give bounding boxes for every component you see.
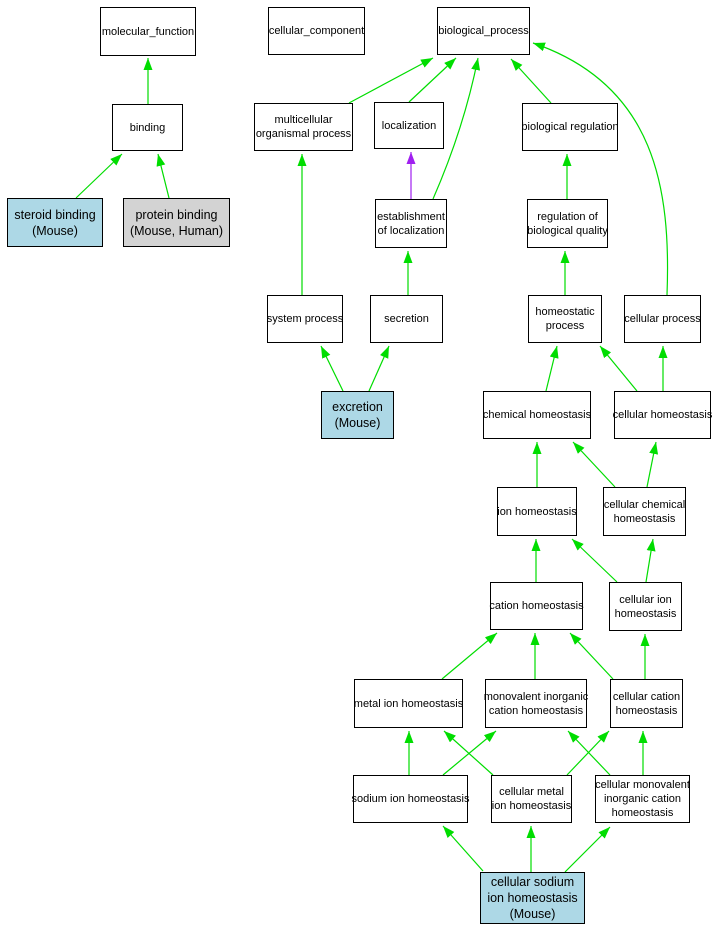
node-label-line: cellular sodium	[490, 875, 575, 889]
edge-cellular-ion-homeostasis--cellular-chemical-homeostasis	[646, 539, 653, 582]
node-cellular-homeostasis[interactable]	[614, 391, 711, 439]
edge-cellular-sodium-ion-homeostasis--cellular-monovalent-inorganic-cation-homeostasis	[565, 827, 610, 872]
node-label-line: (Mouse, Human)	[129, 223, 224, 238]
edge-group	[76, 43, 668, 872]
node-label-line: (Mouse)	[509, 907, 556, 921]
edge-protein-binding--binding	[158, 154, 169, 198]
node-label-line: regulation of	[537, 210, 598, 223]
node-label-line: protein binding	[135, 207, 218, 222]
node-label-line: process	[545, 320, 585, 332]
node-label-line: (Mouse)	[334, 416, 381, 430]
node-sodium-ion-homeostasis[interactable]	[353, 775, 468, 823]
node-chemical-homeostasis[interactable]	[483, 391, 591, 439]
edge-biological-regulation--biological-process	[511, 59, 551, 103]
node-label-line: cellular chemical	[603, 498, 686, 511]
node-homeostatic-process[interactable]	[528, 295, 602, 343]
node-label-line: homeostasis	[615, 704, 678, 717]
node-cellular-monovalent-inorganic-cation-homeostasis[interactable]	[595, 775, 690, 823]
node-label-line: of localization	[377, 224, 445, 237]
node-label-line: homeostasis	[613, 512, 676, 525]
node-label-line: (Mouse)	[32, 223, 78, 238]
edge-cellular-chemical-homeostasis--chemical-homeostasis	[573, 442, 615, 487]
node-label-line: cellular process	[624, 313, 701, 325]
node-label-line: homeostatic	[535, 306, 595, 318]
node-label-line: secretion	[384, 313, 429, 325]
edge-excretion--secretion	[369, 346, 389, 391]
node-cellular-chemical-homeostasis[interactable]	[603, 487, 686, 536]
edge-steroid-binding--binding	[76, 154, 122, 198]
edge-cellular-metal-ion-homeostasis--cellular-cation-homeostasis	[567, 731, 609, 775]
edge-localization--biological-process	[409, 58, 456, 102]
node-label-line: cation homeostasis	[488, 704, 584, 717]
node-label-line: homeostasis	[611, 807, 674, 819]
edge-metal-ion-homeostasis--cation-homeostasis	[442, 633, 497, 679]
node-localization[interactable]	[374, 102, 444, 149]
node-label-line: cellular monovalent	[595, 779, 690, 791]
node-cellular-sodium-ion-homeostasis[interactable]	[480, 872, 585, 924]
node-cellular-ion-homeostasis[interactable]	[609, 582, 682, 631]
node-label-line: biological regulation	[521, 121, 619, 133]
node-label-line: sodium ion homeostasis	[351, 793, 470, 805]
edge-excretion--system-process	[321, 346, 343, 391]
node-binding[interactable]	[112, 104, 183, 151]
node-protein-binding[interactable]	[123, 198, 230, 247]
node-label-line: localization	[381, 119, 437, 132]
node-biological-process[interactable]	[437, 7, 530, 55]
node-label-line: system process	[266, 313, 344, 325]
edge-chemical-homeostasis--homeostatic-process	[546, 346, 557, 391]
node-secretion[interactable]	[370, 295, 443, 343]
node-label-line: establishment	[377, 210, 445, 223]
node-label-line: ion homeostasis	[491, 800, 572, 812]
node-label-line: organismal process	[255, 128, 352, 140]
node-cellular-component[interactable]	[268, 7, 365, 55]
node-label-line: biological quality	[527, 224, 608, 237]
node-label-line: biological_process	[438, 25, 529, 37]
node-steroid-binding[interactable]	[7, 198, 103, 247]
node-establishment-of-localization[interactable]	[375, 199, 447, 248]
edge-cellular-ion-homeostasis--ion-homeostasis	[572, 539, 617, 582]
edge-cellular-chemical-homeostasis--cellular-homeostasis	[647, 442, 656, 487]
node-label-line: excretion	[332, 400, 383, 414]
node-label-line: cellular metal	[499, 786, 564, 798]
node-cellular-metal-ion-homeostasis[interactable]	[491, 775, 572, 823]
node-system-process[interactable]	[267, 295, 343, 343]
node-excretion[interactable]	[321, 391, 394, 439]
node-label-line: multicellular	[274, 114, 333, 126]
node-multicellular-organismal-process[interactable]	[254, 103, 353, 151]
node-label-line: ion homeostasis	[497, 505, 577, 518]
node-label-line: molecular_function	[101, 25, 195, 38]
node-label-line: homeostasis	[614, 607, 677, 620]
node-label-line: cellular ion	[619, 593, 672, 606]
node-label-line: cation homeostasis	[489, 600, 584, 612]
node-label-line: monovalent inorganic	[483, 690, 589, 703]
node-molecular-function[interactable]	[100, 7, 196, 56]
node-label-line: binding	[129, 121, 166, 134]
node-label-line: steroid binding	[14, 207, 96, 222]
node-biological-regulation[interactable]	[522, 103, 618, 151]
node-cellular-cation-homeostasis[interactable]	[610, 679, 683, 728]
node-metal-ion-homeostasis[interactable]	[354, 679, 463, 728]
edge-cellular-cation-homeostasis--cation-homeostasis	[570, 633, 613, 679]
node-cation-homeostasis[interactable]	[490, 582, 583, 630]
edge-cellular-homeostasis--homeostatic-process	[600, 346, 637, 391]
node-label-line: cellular_component	[268, 25, 365, 37]
node-label-line: cellular cation	[612, 690, 681, 703]
node-cellular-process[interactable]	[624, 295, 701, 343]
node-monovalent-inorganic-cation-homeostasis[interactable]	[485, 679, 587, 728]
edge-cellular-sodium-ion-homeostasis--sodium-ion-homeostasis	[443, 826, 483, 871]
node-label-line: cellular homeostasis	[612, 409, 713, 421]
node-label-line: inorganic cation	[603, 793, 682, 805]
edge-cellular-monovalent-inorganic-cation-homeostasis--monovalent-inorganic-cation-homeostasis	[568, 731, 610, 775]
node-label-line: metal ion homeostasis	[353, 697, 464, 710]
node-regulation-of-biological-quality[interactable]	[527, 199, 608, 248]
edge-multicellular-organismal-process--biological-process	[349, 58, 433, 103]
edge-cellular-process--biological-process	[533, 43, 668, 295]
node-ion-homeostasis[interactable]	[497, 487, 577, 536]
node-label-line: chemical homeostasis	[482, 409, 592, 421]
node-label-line: ion homeostasis	[487, 891, 578, 905]
